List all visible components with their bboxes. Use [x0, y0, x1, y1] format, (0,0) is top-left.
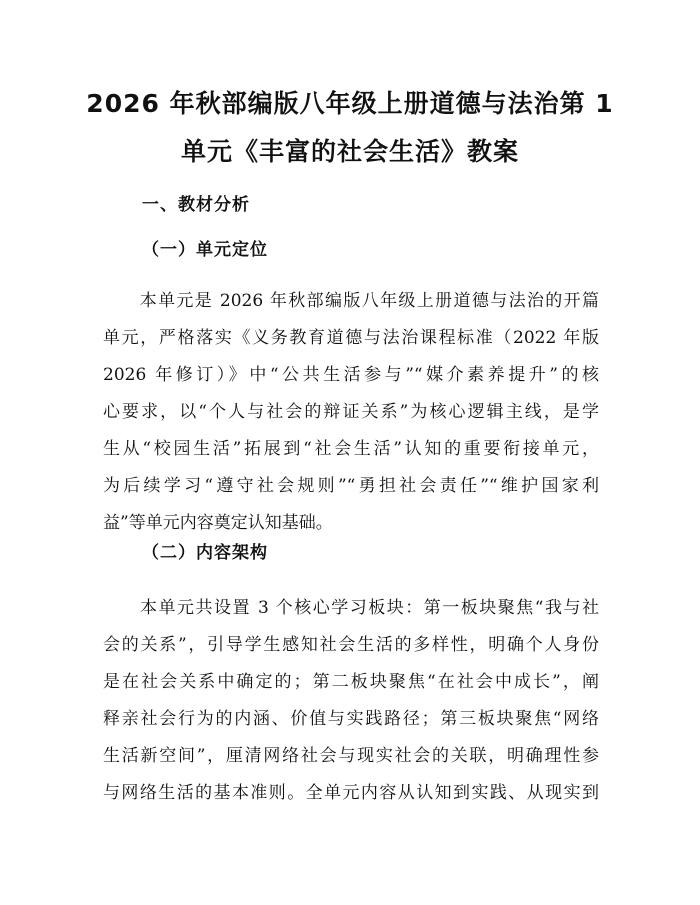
paragraph-line: 为后续学习“遵守社会规则”“勇担社会责任”“维护国家利	[103, 476, 599, 496]
document-title-line-1: 2026 年秋部编版八年级上册道德与法治第 1	[86, 89, 614, 118]
document-title-line-2: 单元《丰富的社会生活》教案	[180, 137, 519, 166]
paragraph-line: 单元，严格落实《义务教育道德与法治课程标准（2022 年版	[103, 328, 599, 348]
paragraph-line: 本单元是 2026 年秋部编版八年级上册道德与法治的开篇	[103, 291, 599, 311]
paragraph-line: 生从“校园生活”拓展到“社会生活”认知的重要衔接单元，	[103, 439, 599, 459]
section-heading: 一、教材分析	[142, 195, 250, 215]
paragraph-content-structure	[103, 590, 599, 812]
paragraph-line: 与网络生活的基本准则。全单元内容从认知到实践、从现实到	[103, 783, 599, 803]
subsection-heading-unit-position: （一）单元定位	[142, 240, 268, 260]
paragraph-line: 释亲社会行为的内涵、价值与实践路径；第三板块聚焦“网络	[103, 709, 599, 729]
paragraph-line: 本单元共设置 3 个核心学习板块：第一板块聚焦“我与社	[103, 598, 599, 618]
paragraph-unit-position	[103, 283, 599, 542]
paragraph-line: 生活新空间”，厘清网络社会与现实社会的关联，明确理性参	[103, 746, 599, 766]
paragraph-line: 2026 年修订）》中“公共生活参与”“媒介素养提升”的核	[103, 365, 599, 385]
paragraph-line: 会的关系”，引导学生感知社会生活的多样性，明确个人身份	[103, 635, 599, 655]
paragraph-line: 心要求，以“个人与社会的辩证关系”为核心逻辑主线，是学	[103, 402, 599, 422]
subsection-heading-content-structure: （二）内容架构	[142, 543, 268, 563]
paragraph-line: 益”等单元内容奠定认知基础。	[103, 513, 333, 533]
paragraph-line: 是在社会关系中确定的；第二板块聚焦“在社会中成长”，阐	[103, 672, 599, 692]
